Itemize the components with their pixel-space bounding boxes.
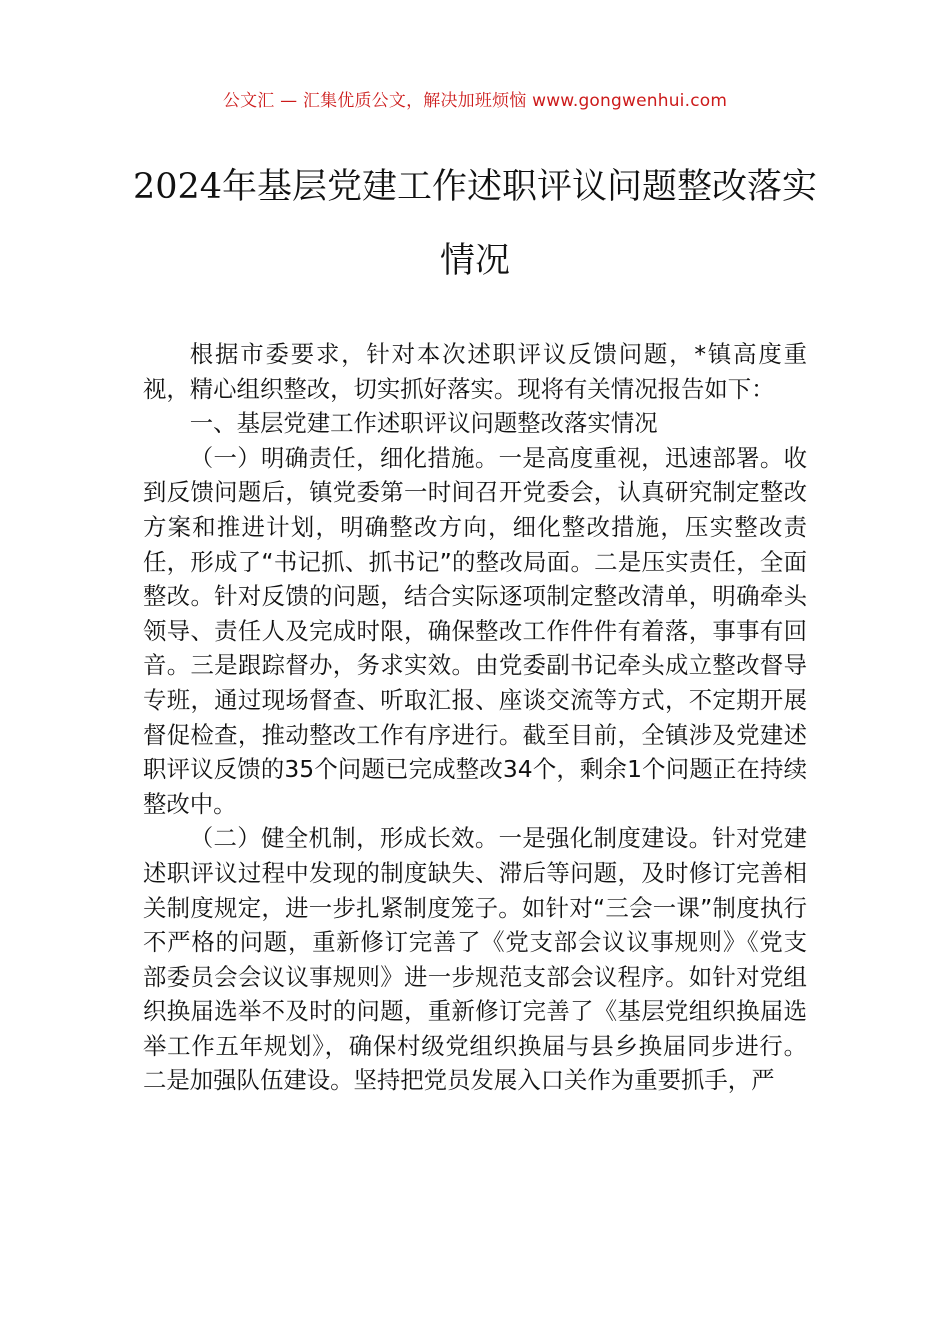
header-banner: 公文汇 — 汇集优质公文，解决加班烦恼 www.gongwenhui.com (222, 91, 728, 111)
paragraph-intro: 根据市委要求，针对本次述职评议反馈问题，*镇高度重视，精心组织整改，切实抓好落实。现将有关情况报告如下： (143, 340, 807, 403)
document-body (143, 337, 807, 1098)
paragraph-section-1-2: （二）健全机制，形成长效。一是强化制度建设。针对党建述职评议过程中发现的制度缺失、滞后等问题，及时修订完善相关制度规定，进一步扎紧制度笼子。如针对“三会一课”制度执行不严格的问题，重新修订完善了《党支部会议议事规则》《党支部委员会会议议事规则》进一步规范支部会议程序。如针对党组织换届选举不及时的问题，重新修订完善了《基层党组织换届选举工作五年规划》，确保村级党组织换届与县乡换届同步进行。二是加强队伍建设。坚持把党员发展入口关作为重要抓手，严 (143, 824, 807, 1095)
section-heading-1: 一、基层党建工作述职评议问题整改落实情况 (189, 409, 658, 438)
paragraph-section-1-1: （一）明确责任，细化措施。一是高度重视，迅速部署。收到反馈问题后，镇党委第一时间召开党委会，认真研究制定整改方案和推进计划，明确整改方向，细化整改措施，压实整改责任，形成了“书记抓、抓书记”的整改局面。二是压实责任，全面整改。针对反馈的问题，结合实际逐项制定整改清单，明确牵头领导、责任人及完成时限，确保整改工作件件有着落，事事有回音。三是跟踪督办，务求实效。由党委副书记牵头成立整改督导专班，通过现场督查、听取汇报、座谈交流等方式，不定期开展督促检查，推动整改工作有序进行。截至目前，全镇涉及党建述职评议反馈的35个问题已完成整改34个，剩余1个问题正在持续整改中。 (143, 443, 807, 818)
document-title: 2024年基层党建工作述职评议问题整改落实情况 (132, 167, 818, 281)
